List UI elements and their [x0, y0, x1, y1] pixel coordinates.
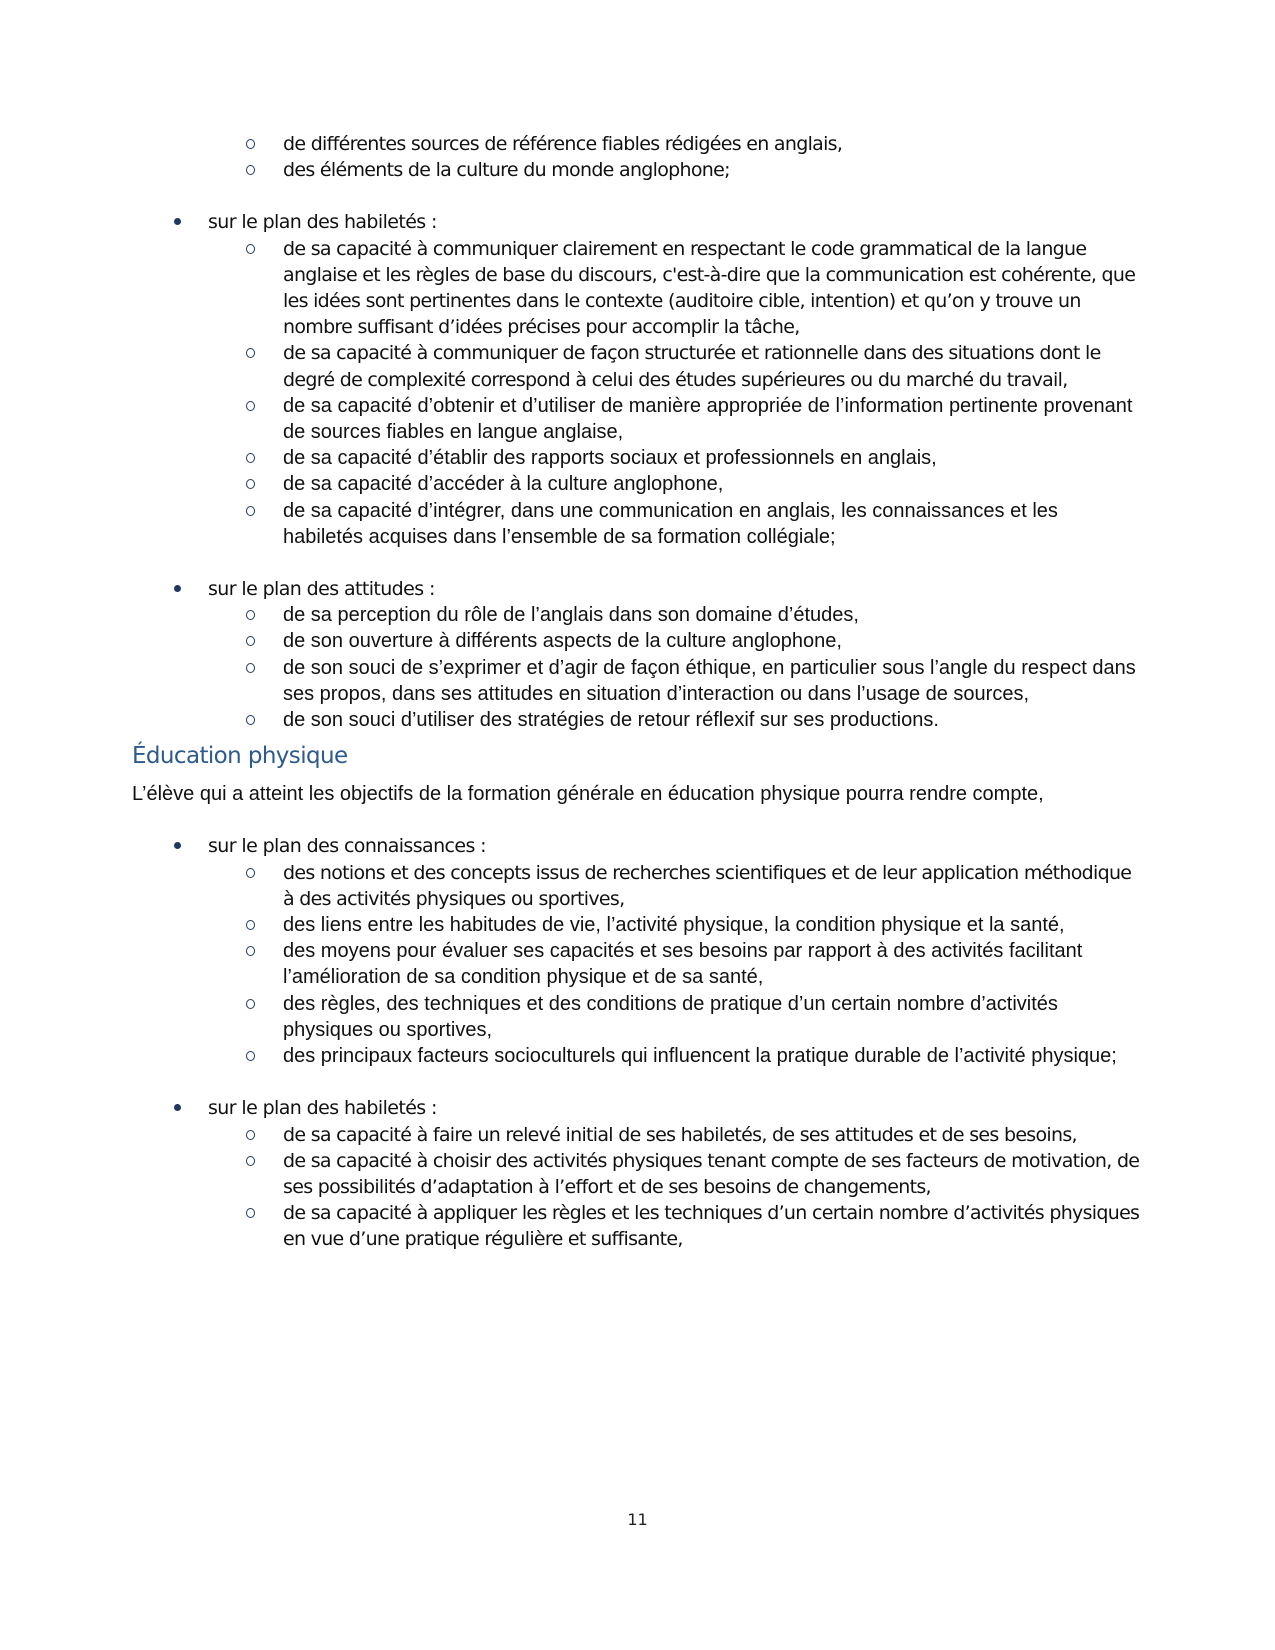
list-heading: sur le plan des attitudes : [208, 578, 435, 601]
hollow-circle-bullet-icon [246, 244, 255, 254]
hollow-circle-bullet-icon [246, 139, 255, 149]
list-item: des éléments de la culture du monde anglophone; [132, 157, 1142, 183]
list-item [132, 576, 1142, 733]
list-item [132, 209, 1142, 550]
hollow-circle-bullet-icon [246, 946, 255, 956]
list-heading: sur le plan des habiletés : [208, 1097, 437, 1120]
sublist [208, 860, 1142, 1070]
hollow-circle-bullet-icon [246, 453, 255, 463]
continued-list [132, 131, 1142, 183]
list-item: de son souci d’utiliser des stratégies de retour réflexif sur ses productions. [132, 707, 1142, 733]
hollow-circle-bullet-icon [246, 610, 255, 620]
anglais-attitudes-list [132, 576, 1142, 733]
list-item: des principaux facteurs socioculturels qui influencent la pratique durable de l’activité physique; [132, 1043, 1142, 1069]
hollow-circle-bullet-icon [246, 868, 255, 878]
list-item: de sa perception du rôle de l’anglais dans son domaine d’études, [132, 602, 1142, 628]
ep-connaissances-list [132, 833, 1142, 1069]
hollow-circle-bullet-icon [246, 636, 255, 646]
ep-habiletes-list [132, 1095, 1142, 1252]
bullet-icon [174, 585, 181, 592]
sublist [208, 602, 1142, 733]
section-heading: Éducation physique [132, 743, 348, 770]
bullet-icon [174, 218, 181, 225]
sublist [208, 131, 1142, 183]
hollow-circle-bullet-icon [246, 479, 255, 489]
hollow-circle-bullet-icon [246, 999, 255, 1009]
anglais-habiletes-list [132, 209, 1142, 550]
list-item: de sa capacité à communiquer de façon structurée et rationnelle dans des situations dont le degré de complexité correspond à celui des études supérieures ou du marché du travail, [132, 340, 1142, 392]
list-item: de sa capacité à faire un relevé initial de ses habiletés, de ses attitudes et de ses besoins, [132, 1122, 1142, 1148]
list-heading: sur le plan des habiletés : [208, 211, 437, 234]
hollow-circle-bullet-icon [246, 165, 255, 175]
list-item: de son ouverture à différents aspects de la culture anglophone, [132, 628, 1142, 654]
list-item: des moyens pour évaluer ses capacités et ses besoins par rapport à des activités facilitant l’amélioration de sa condition physique et de sa santé, [132, 938, 1142, 990]
page-number: 11 [627, 1510, 648, 1529]
list-item: de sa capacité à appliquer les règles et les techniques d’un certain nombre d’activités physiques en vue d’une pratique régulière et suffisante, [132, 1200, 1142, 1252]
hollow-circle-bullet-icon [246, 401, 255, 411]
hollow-circle-bullet-icon [246, 1130, 255, 1140]
section-intro: L’élève qui a atteint les objectifs de la formation générale en éducation physique pourra rendre compte, [132, 783, 1044, 806]
list-item: de sa capacité d’intégrer, dans une communication en anglais, les connaissances et les habiletés acquises dans l’ensemble de sa formation collégiale; [132, 498, 1142, 550]
hollow-circle-bullet-icon [246, 1208, 255, 1218]
hollow-circle-bullet-icon [246, 920, 255, 930]
list-item: de différentes sources de référence fiables rédigées en anglais, [132, 131, 1142, 157]
list-item [132, 833, 1142, 1069]
hollow-circle-bullet-icon [246, 506, 255, 516]
bullet-icon [174, 842, 181, 849]
list-heading: sur le plan des connaissances : [208, 835, 486, 858]
list-item: de sa capacité d’obtenir et d’utiliser de manière appropriée de l’information pertinente provenant de sources fiables en langue anglaise, [132, 393, 1142, 445]
list-item: de sa capacité à communiquer clairement en respectant le code grammatical de la langue anglaise et les règles de base du discours, c'est-à-dire que la communication est cohérente, que les idées sont pertinentes dans le contexte (auditoire cible, intention) et qu’on y trouve un nombre suffisant d’idées précises pour accomplir la tâche, [132, 236, 1142, 341]
list-item: de son souci de s’exprimer et d’agir de façon éthique, en particulier sous l’angle du respect dans ses propos, dans ses attitudes en situation d’interaction ou dans l’usage de sources, [132, 655, 1142, 707]
bullet-icon [174, 1104, 181, 1111]
list-item: des liens entre les habitudes de vie, l’activité physique, la condition physique et la santé, [132, 912, 1142, 938]
list-item: de sa capacité à choisir des activités physiques tenant compte de ses facteurs de motivation, de ses possibilités d’adaptation à l’effort et de ses besoins de changements, [132, 1148, 1142, 1200]
sublist [208, 236, 1142, 550]
hollow-circle-bullet-icon [246, 1051, 255, 1061]
page-content [132, 131, 1142, 1253]
list-item [132, 1095, 1142, 1252]
hollow-circle-bullet-icon [246, 663, 255, 673]
list-item: de sa capacité d’accéder à la culture anglophone, [132, 471, 1142, 497]
hollow-circle-bullet-icon [246, 715, 255, 725]
hollow-circle-bullet-icon [246, 1156, 255, 1166]
list-item: des notions et des concepts issus de recherches scientifiques et de leur application méthodique à des activités physiques ou sportives, [132, 860, 1142, 912]
hollow-circle-bullet-icon [246, 348, 255, 358]
list-item: des règles, des techniques et des conditions de pratique d’un certain nombre d’activités physiques ou sportives, [132, 991, 1142, 1043]
list-item: de sa capacité d’établir des rapports sociaux et professionnels en anglais, [132, 445, 1142, 471]
sublist [208, 1122, 1142, 1253]
